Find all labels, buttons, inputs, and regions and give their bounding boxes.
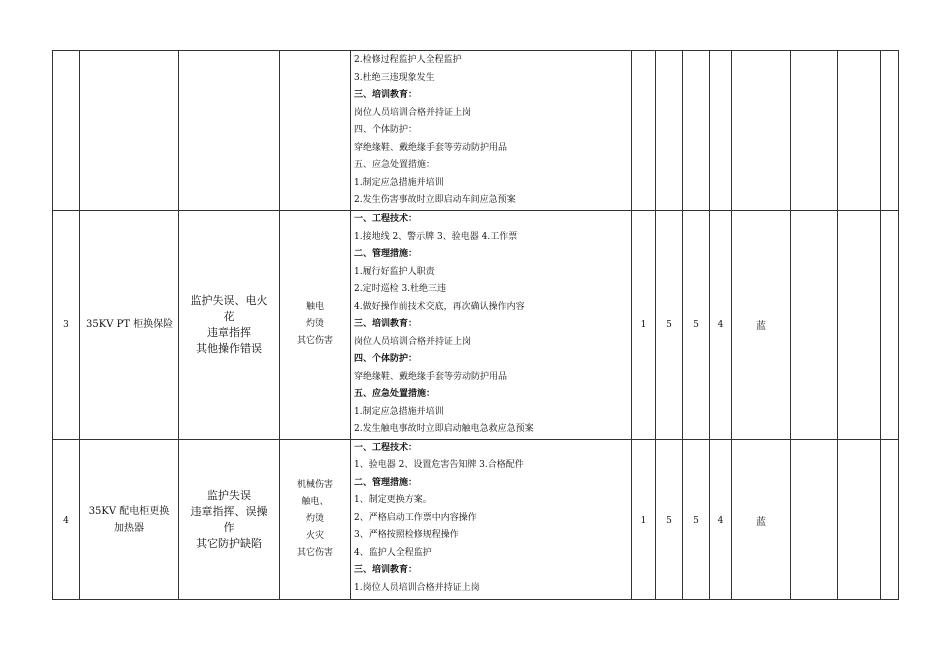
measure-heading: 一、工程技术：: [354, 442, 418, 453]
measure-line: 4.做好操作前技术交底，再次确认操作内容: [354, 301, 525, 312]
cause-line: 花: [223, 309, 235, 323]
table-row: [53, 439, 899, 599]
measure-line: 1.接地线 2、警示牌 3、验电器 4.工作票: [354, 231, 518, 242]
measure-line: 穿绝缘鞋、戴绝缘手套等劳动防护用品: [354, 142, 508, 153]
empty-cell: [838, 439, 881, 599]
measure-line: 2.检修过程监护人全程监护: [354, 55, 462, 65]
harm-line: 触电、: [301, 497, 329, 507]
measure-line: 1、制定更换方案。: [354, 495, 432, 505]
measure-line: 1.制定应急措施并培训: [354, 406, 444, 417]
empty-cell: [791, 211, 838, 440]
risk-score: 4: [710, 439, 732, 599]
measure-line: 2.发生触电事故时立即启动触电急救应急预案: [354, 424, 534, 434]
harm-line: 其它伤害: [296, 548, 333, 558]
likelihood-score: [632, 51, 656, 211]
measure-line: 3.杜绝三违现象发生: [354, 72, 435, 83]
measure-line: 穿绝缘鞋、戴绝缘手套等劳动防护用品: [354, 371, 508, 382]
measure-line: 2、严格启动工作票中内容操作: [354, 512, 477, 523]
harm-line: 机械伤害: [296, 480, 333, 490]
risk-assessment-table: [52, 50, 899, 600]
measure-heading: 三、培训教育：: [354, 319, 418, 329]
empty-cell: [881, 211, 899, 440]
measure-heading: 四、个体防护：: [354, 354, 418, 364]
causes-cell: [179, 211, 280, 440]
consequence-score: 5: [683, 439, 710, 599]
risk-level: 蓝: [732, 211, 791, 440]
table-row: [53, 51, 899, 211]
control-measures: [351, 211, 632, 440]
cause-line: 监护失误、电火: [190, 293, 268, 307]
harm-line: 灼烫: [305, 514, 324, 524]
measure-heading: 三、培训教育：: [354, 565, 418, 575]
row-number: 4: [53, 439, 80, 599]
causes-cell: [179, 439, 280, 599]
exposure-score: 5: [656, 211, 683, 440]
risk-score: 4: [710, 211, 732, 440]
measure-line: 1.制定应急措施并培训: [354, 177, 444, 188]
measure-line: 1.岗位人员培训合格并持证上岗: [354, 582, 480, 593]
harms-cell: [280, 211, 351, 440]
empty-cell: [881, 439, 899, 599]
empty-cell: [791, 439, 838, 599]
harm-line: 火灾: [305, 531, 324, 541]
consequence-score: [683, 51, 710, 211]
cause-line: 违章指挥、误操: [190, 504, 268, 518]
harms-cell: [280, 51, 351, 211]
risk-score: [710, 51, 732, 211]
cause-line: 违章指挥: [207, 325, 251, 339]
likelihood-score: 1: [632, 211, 656, 440]
work-item: 35KV 配电柜更换加热器: [80, 439, 179, 599]
table-row: [53, 211, 899, 440]
harms-cell: [280, 439, 351, 599]
likelihood-score: 1: [632, 439, 656, 599]
measure-line: 1、验电器 2、设置危害告知牌 3.合格配件: [354, 460, 524, 470]
harm-line: 灼烫: [305, 319, 324, 330]
measure-heading: 一、工程技术：: [354, 214, 418, 224]
risk-level: 蓝: [732, 439, 791, 599]
harm-line: 其它伤害: [296, 336, 333, 347]
causes-cell: [179, 51, 280, 211]
exposure-score: 5: [656, 439, 683, 599]
control-measures: [351, 51, 632, 211]
consequence-score: 5: [683, 211, 710, 440]
measure-heading: 二、管理措施：: [354, 249, 418, 259]
measure-line: 1.履行好监护人职责: [354, 266, 435, 277]
row-number: 3: [53, 211, 80, 440]
cause-line: 监护失误: [207, 488, 251, 502]
measure-heading: 五、应急处置措施：: [354, 389, 436, 399]
empty-cell: [838, 211, 881, 440]
control-measures: [351, 439, 632, 599]
measure-line: 岗位人员培训合格并持证上岗: [354, 107, 472, 118]
measure-heading: 二、管理措施：: [354, 477, 418, 488]
measure-line: 四、个体防护：: [354, 125, 418, 135]
cause-line: 其他操作错误: [196, 341, 262, 355]
harm-line: 触电: [305, 302, 324, 313]
work-item: 35KV PT 柜换保险: [80, 211, 179, 440]
measure-line: 岗位人员培训合格并持证上岗: [354, 336, 472, 347]
work-item: [80, 51, 179, 211]
risk-level: [732, 51, 791, 211]
measure-line: 4、监护人全程监护: [354, 547, 432, 558]
exposure-score: [656, 51, 683, 211]
empty-cell: [838, 51, 881, 211]
cause-line: 作: [223, 520, 235, 534]
empty-cell: [881, 51, 899, 211]
measure-line: 3、严格按照检修规程操作: [354, 530, 459, 540]
row-number: [53, 51, 80, 211]
measure-heading: 三、培训教育：: [354, 90, 418, 100]
empty-cell: [791, 51, 838, 211]
measure-line: 五、应急处置措施：: [354, 160, 436, 170]
measure-line: 2.发生伤害事故时立即启动车间应急预案: [354, 195, 516, 205]
measure-line: 2.定时巡检 3.杜绝三违: [354, 284, 447, 294]
cause-line: 其它防护缺陷: [196, 536, 262, 550]
